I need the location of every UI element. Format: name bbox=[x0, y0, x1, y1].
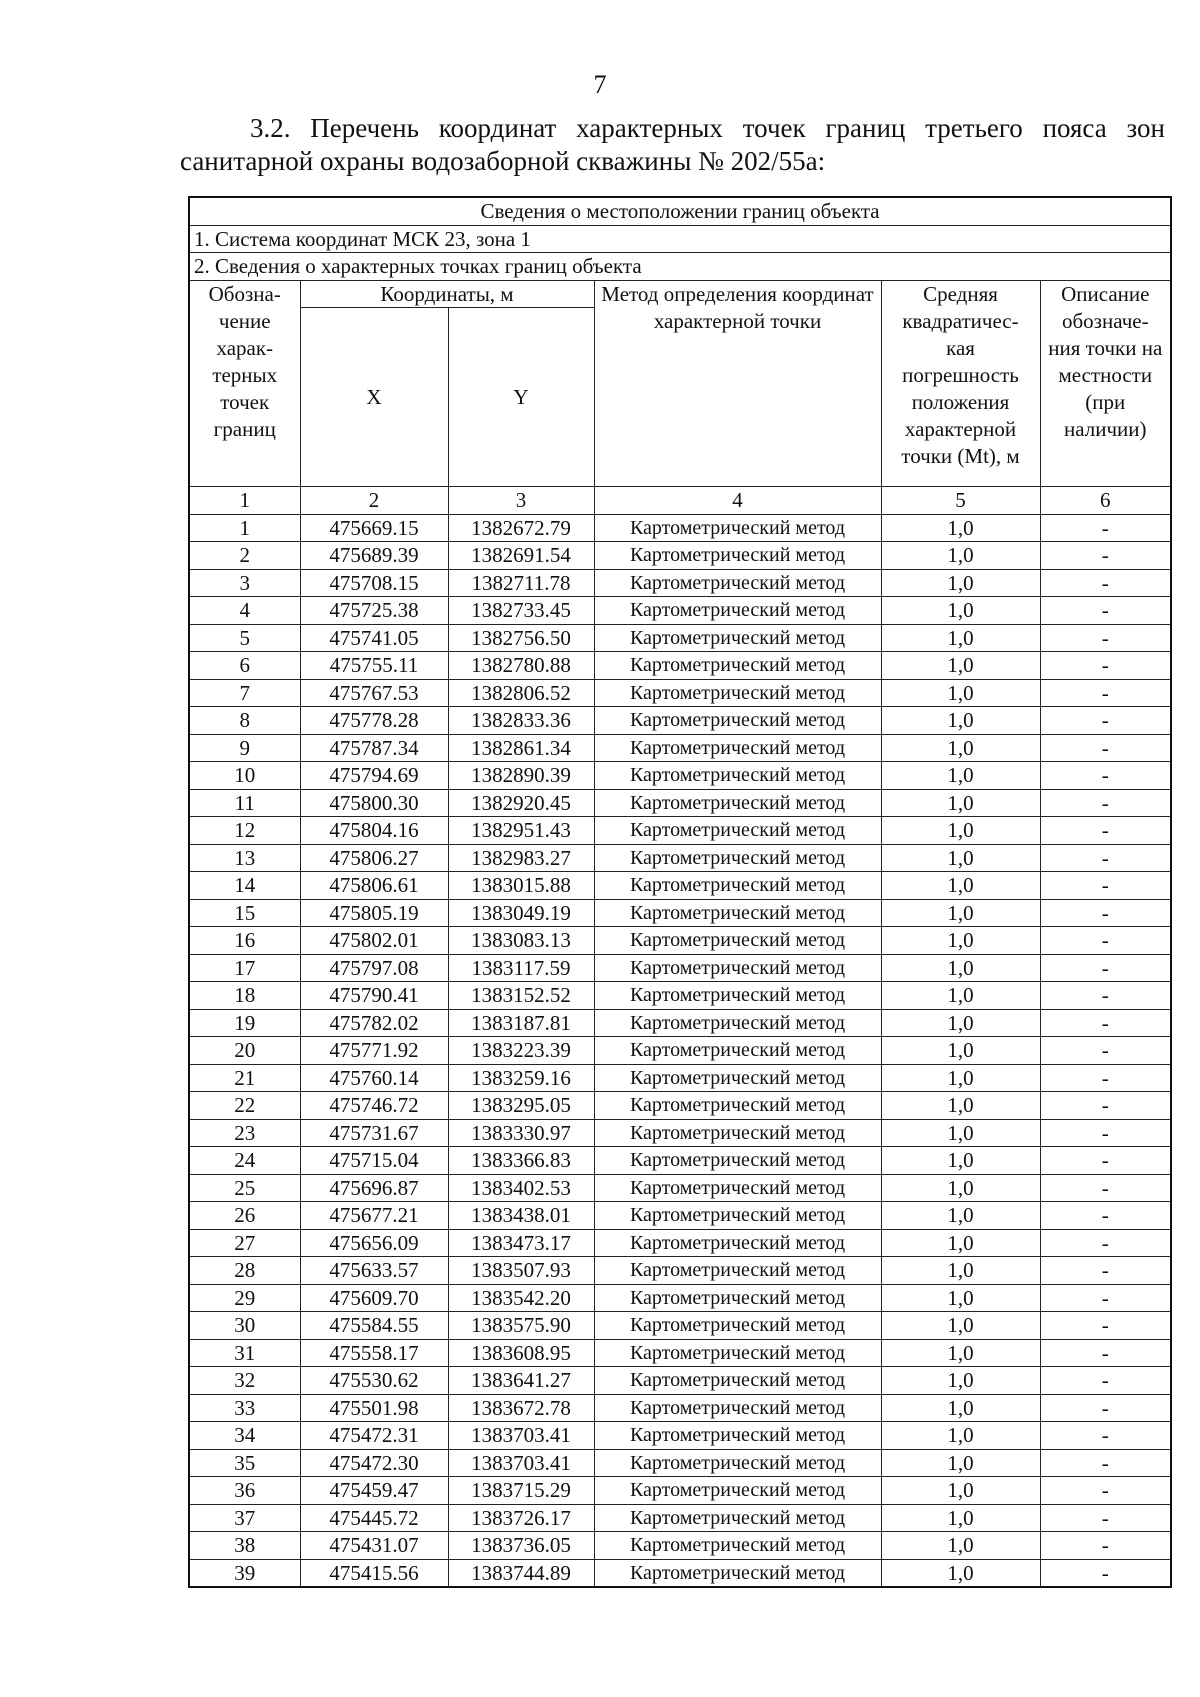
column-numbers-row bbox=[189, 487, 1171, 515]
table-row bbox=[189, 1477, 1171, 1505]
x-coordinate: 475800.30 bbox=[300, 789, 448, 817]
table-row bbox=[189, 1504, 1171, 1532]
y-coordinate: 1382890.39 bbox=[448, 762, 594, 790]
point-number: 39 bbox=[189, 1559, 300, 1587]
point-number: 3 bbox=[189, 569, 300, 597]
method: Картометрический метод bbox=[594, 1339, 881, 1367]
description: - bbox=[1040, 899, 1171, 927]
x-coordinate: 475530.62 bbox=[300, 1367, 448, 1395]
x-coordinate: 475797.08 bbox=[300, 954, 448, 982]
error: 1,0 bbox=[881, 1174, 1040, 1202]
y-coordinate: 1382691.54 bbox=[448, 542, 594, 570]
table-row bbox=[189, 679, 1171, 707]
x-coordinate: 475767.53 bbox=[300, 679, 448, 707]
method: Картометрический метод bbox=[594, 569, 881, 597]
y-coordinate: 1383744.89 bbox=[448, 1559, 594, 1587]
description: - bbox=[1040, 1367, 1171, 1395]
point-number: 28 bbox=[189, 1257, 300, 1285]
point-number: 4 bbox=[189, 597, 300, 625]
x-coordinate: 475746.72 bbox=[300, 1092, 448, 1120]
method: Картометрический метод bbox=[594, 652, 881, 680]
description: - bbox=[1040, 707, 1171, 735]
point-number: 33 bbox=[189, 1394, 300, 1422]
description: - bbox=[1040, 542, 1171, 570]
table-row bbox=[189, 1009, 1171, 1037]
point-number: 5 bbox=[189, 624, 300, 652]
table-row bbox=[189, 1449, 1171, 1477]
table-row bbox=[189, 624, 1171, 652]
description: - bbox=[1040, 1229, 1171, 1257]
header-x: X bbox=[300, 308, 448, 487]
heading-line-1: 3.2. Перечень координат характерных точек границ третьего пояса зон bbox=[250, 113, 1165, 143]
description: - bbox=[1040, 789, 1171, 817]
y-coordinate: 1382780.88 bbox=[448, 652, 594, 680]
error: 1,0 bbox=[881, 652, 1040, 680]
point-number: 38 bbox=[189, 1532, 300, 1560]
y-coordinate: 1382833.36 bbox=[448, 707, 594, 735]
x-coordinate: 475558.17 bbox=[300, 1339, 448, 1367]
error: 1,0 bbox=[881, 1257, 1040, 1285]
point-number: 11 bbox=[189, 789, 300, 817]
table-row bbox=[189, 1394, 1171, 1422]
description: - bbox=[1040, 1257, 1171, 1285]
table-row bbox=[189, 1422, 1171, 1450]
y-coordinate: 1383608.95 bbox=[448, 1339, 594, 1367]
table-row bbox=[189, 542, 1171, 570]
point-number: 1 bbox=[189, 514, 300, 542]
table-row bbox=[189, 707, 1171, 735]
description: - bbox=[1040, 954, 1171, 982]
x-coordinate: 475415.56 bbox=[300, 1559, 448, 1587]
method: Картометрический метод bbox=[594, 1064, 881, 1092]
table-row bbox=[189, 1284, 1171, 1312]
table-row bbox=[189, 1037, 1171, 1065]
error: 1,0 bbox=[881, 1422, 1040, 1450]
table-row bbox=[189, 872, 1171, 900]
column-number: 6 bbox=[1040, 487, 1171, 515]
error: 1,0 bbox=[881, 1339, 1040, 1367]
y-coordinate: 1382983.27 bbox=[448, 844, 594, 872]
y-coordinate: 1383703.41 bbox=[448, 1449, 594, 1477]
method: Картометрический метод bbox=[594, 1367, 881, 1395]
x-coordinate: 475731.67 bbox=[300, 1119, 448, 1147]
description: - bbox=[1040, 1064, 1171, 1092]
table-row bbox=[189, 817, 1171, 845]
header-designation: Обозна- чение харак- терных точек границ bbox=[189, 280, 300, 487]
description: - bbox=[1040, 844, 1171, 872]
x-coordinate: 475725.38 bbox=[300, 597, 448, 625]
error: 1,0 bbox=[881, 1312, 1040, 1340]
x-coordinate: 475787.34 bbox=[300, 734, 448, 762]
coordinates-table bbox=[188, 196, 1172, 1588]
method: Картометрический метод bbox=[594, 1202, 881, 1230]
point-number: 35 bbox=[189, 1449, 300, 1477]
method: Картометрический метод bbox=[594, 1422, 881, 1450]
header-method: Метод определения координат характерной точки bbox=[594, 280, 881, 487]
description: - bbox=[1040, 514, 1171, 542]
column-number: 1 bbox=[189, 487, 300, 515]
x-coordinate: 475472.30 bbox=[300, 1449, 448, 1477]
description: - bbox=[1040, 1092, 1171, 1120]
x-coordinate: 475760.14 bbox=[300, 1064, 448, 1092]
error: 1,0 bbox=[881, 679, 1040, 707]
method: Картометрический метод bbox=[594, 982, 881, 1010]
method: Картометрический метод bbox=[594, 1449, 881, 1477]
table-row bbox=[189, 789, 1171, 817]
x-coordinate: 475708.15 bbox=[300, 569, 448, 597]
point-number: 23 bbox=[189, 1119, 300, 1147]
method: Картометрический метод bbox=[594, 1477, 881, 1505]
point-number: 25 bbox=[189, 1174, 300, 1202]
x-coordinate: 475501.98 bbox=[300, 1394, 448, 1422]
table-row bbox=[189, 1559, 1171, 1587]
x-coordinate: 475689.39 bbox=[300, 542, 448, 570]
coordinate-system: 1. Система координат МСК 23, зона 1 bbox=[189, 225, 1171, 253]
point-number: 20 bbox=[189, 1037, 300, 1065]
error: 1,0 bbox=[881, 954, 1040, 982]
x-coordinate: 475771.92 bbox=[300, 1037, 448, 1065]
y-coordinate: 1383330.97 bbox=[448, 1119, 594, 1147]
point-number: 7 bbox=[189, 679, 300, 707]
x-coordinate: 475584.55 bbox=[300, 1312, 448, 1340]
y-coordinate: 1383152.52 bbox=[448, 982, 594, 1010]
x-coordinate: 475805.19 bbox=[300, 899, 448, 927]
y-coordinate: 1383259.16 bbox=[448, 1064, 594, 1092]
table-row bbox=[189, 1147, 1171, 1175]
point-number: 29 bbox=[189, 1284, 300, 1312]
point-number: 36 bbox=[189, 1477, 300, 1505]
method: Картометрический метод bbox=[594, 872, 881, 900]
description: - bbox=[1040, 872, 1171, 900]
method: Картометрический метод bbox=[594, 1532, 881, 1560]
description: - bbox=[1040, 982, 1171, 1010]
method: Картометрический метод bbox=[594, 1092, 881, 1120]
header-coords: Координаты, м bbox=[300, 280, 594, 308]
description: - bbox=[1040, 1037, 1171, 1065]
error: 1,0 bbox=[881, 1394, 1040, 1422]
x-coordinate: 475431.07 bbox=[300, 1532, 448, 1560]
error: 1,0 bbox=[881, 1367, 1040, 1395]
method: Картометрический метод bbox=[594, 597, 881, 625]
error: 1,0 bbox=[881, 1477, 1040, 1505]
description: - bbox=[1040, 679, 1171, 707]
point-number: 21 bbox=[189, 1064, 300, 1092]
error: 1,0 bbox=[881, 514, 1040, 542]
point-number: 18 bbox=[189, 982, 300, 1010]
description: - bbox=[1040, 927, 1171, 955]
error: 1,0 bbox=[881, 872, 1040, 900]
column-number: 5 bbox=[881, 487, 1040, 515]
point-number: 10 bbox=[189, 762, 300, 790]
description: - bbox=[1040, 817, 1171, 845]
y-coordinate: 1383726.17 bbox=[448, 1504, 594, 1532]
y-coordinate: 1383402.53 bbox=[448, 1174, 594, 1202]
error: 1,0 bbox=[881, 1229, 1040, 1257]
x-coordinate: 475794.69 bbox=[300, 762, 448, 790]
header-error: Средняя квадратичес- кая погрешность положения характерной точки (Mt), м bbox=[881, 280, 1040, 487]
method: Картометрический метод bbox=[594, 762, 881, 790]
table-row bbox=[189, 982, 1171, 1010]
y-coordinate: 1383473.17 bbox=[448, 1229, 594, 1257]
y-coordinate: 1383366.83 bbox=[448, 1147, 594, 1175]
method: Картометрический метод bbox=[594, 1394, 881, 1422]
table-row bbox=[189, 1064, 1171, 1092]
point-number: 17 bbox=[189, 954, 300, 982]
method: Картометрический метод bbox=[594, 707, 881, 735]
point-number: 37 bbox=[189, 1504, 300, 1532]
x-coordinate: 475472.31 bbox=[300, 1422, 448, 1450]
method: Картометрический метод bbox=[594, 1174, 881, 1202]
column-number: 4 bbox=[594, 487, 881, 515]
y-coordinate: 1383641.27 bbox=[448, 1367, 594, 1395]
point-number: 24 bbox=[189, 1147, 300, 1175]
y-coordinate: 1383015.88 bbox=[448, 872, 594, 900]
description: - bbox=[1040, 1339, 1171, 1367]
point-number: 15 bbox=[189, 899, 300, 927]
method: Картометрический метод bbox=[594, 899, 881, 927]
description: - bbox=[1040, 1394, 1171, 1422]
y-coordinate: 1383083.13 bbox=[448, 927, 594, 955]
method: Картометрический метод bbox=[594, 1312, 881, 1340]
y-coordinate: 1383672.78 bbox=[448, 1394, 594, 1422]
description: - bbox=[1040, 1477, 1171, 1505]
x-coordinate: 475715.04 bbox=[300, 1147, 448, 1175]
error: 1,0 bbox=[881, 1147, 1040, 1175]
table-row bbox=[189, 1174, 1171, 1202]
page-number: 7 bbox=[593, 70, 607, 99]
x-coordinate: 475741.05 bbox=[300, 624, 448, 652]
x-coordinate: 475669.15 bbox=[300, 514, 448, 542]
heading-line-2: санитарной охраны водозаборной скважины № 202/55а: bbox=[180, 146, 826, 176]
description: - bbox=[1040, 1449, 1171, 1477]
description: - bbox=[1040, 1312, 1171, 1340]
table-row bbox=[189, 652, 1171, 680]
error: 1,0 bbox=[881, 899, 1040, 927]
error: 1,0 bbox=[881, 844, 1040, 872]
table-row bbox=[189, 762, 1171, 790]
point-number: 31 bbox=[189, 1339, 300, 1367]
point-number: 32 bbox=[189, 1367, 300, 1395]
table-row bbox=[189, 1257, 1171, 1285]
header-y: Y bbox=[448, 308, 594, 487]
points-caption: 2. Сведения о характерных точках границ объекта bbox=[189, 253, 1171, 281]
method: Картометрический метод bbox=[594, 789, 881, 817]
y-coordinate: 1382920.45 bbox=[448, 789, 594, 817]
table-row bbox=[189, 1119, 1171, 1147]
column-number: 3 bbox=[448, 487, 594, 515]
x-coordinate: 475782.02 bbox=[300, 1009, 448, 1037]
description: - bbox=[1040, 1559, 1171, 1587]
method: Картометрический метод bbox=[594, 1284, 881, 1312]
description: - bbox=[1040, 1174, 1171, 1202]
y-coordinate: 1383049.19 bbox=[448, 899, 594, 927]
point-number: 12 bbox=[189, 817, 300, 845]
description: - bbox=[1040, 652, 1171, 680]
method: Картометрический метод bbox=[594, 542, 881, 570]
y-coordinate: 1382733.45 bbox=[448, 597, 594, 625]
y-coordinate: 1383542.20 bbox=[448, 1284, 594, 1312]
x-coordinate: 475656.09 bbox=[300, 1229, 448, 1257]
table-row bbox=[189, 1092, 1171, 1120]
method: Картометрический метод bbox=[594, 734, 881, 762]
method: Картометрический метод bbox=[594, 954, 881, 982]
table-row bbox=[189, 1312, 1171, 1340]
table-title: Сведения о местоположении границ объекта bbox=[189, 197, 1171, 225]
header-description: Описание обозначе- ния точки на местности (при наличии) bbox=[1040, 280, 1171, 487]
description: - bbox=[1040, 1147, 1171, 1175]
point-number: 13 bbox=[189, 844, 300, 872]
x-coordinate: 475696.87 bbox=[300, 1174, 448, 1202]
error: 1,0 bbox=[881, 1449, 1040, 1477]
table-row bbox=[189, 514, 1171, 542]
y-coordinate: 1383223.39 bbox=[448, 1037, 594, 1065]
table-row bbox=[189, 954, 1171, 982]
x-coordinate: 475802.01 bbox=[300, 927, 448, 955]
y-coordinate: 1383736.05 bbox=[448, 1532, 594, 1560]
table-row bbox=[189, 1229, 1171, 1257]
column-number: 2 bbox=[300, 487, 448, 515]
y-coordinate: 1382672.79 bbox=[448, 514, 594, 542]
point-number: 9 bbox=[189, 734, 300, 762]
error: 1,0 bbox=[881, 597, 1040, 625]
method: Картометрический метод bbox=[594, 1504, 881, 1532]
description: - bbox=[1040, 1202, 1171, 1230]
error: 1,0 bbox=[881, 734, 1040, 762]
point-number: 22 bbox=[189, 1092, 300, 1120]
y-coordinate: 1383575.90 bbox=[448, 1312, 594, 1340]
description: - bbox=[1040, 1009, 1171, 1037]
x-coordinate: 475609.70 bbox=[300, 1284, 448, 1312]
method: Картометрический метод bbox=[594, 624, 881, 652]
x-coordinate: 475806.27 bbox=[300, 844, 448, 872]
table-row bbox=[189, 899, 1171, 927]
method: Картометрический метод bbox=[594, 1229, 881, 1257]
error: 1,0 bbox=[881, 1037, 1040, 1065]
table-row bbox=[189, 597, 1171, 625]
point-number: 27 bbox=[189, 1229, 300, 1257]
error: 1,0 bbox=[881, 1504, 1040, 1532]
x-coordinate: 475677.21 bbox=[300, 1202, 448, 1230]
error: 1,0 bbox=[881, 817, 1040, 845]
description: - bbox=[1040, 1284, 1171, 1312]
y-coordinate: 1382711.78 bbox=[448, 569, 594, 597]
description: - bbox=[1040, 1119, 1171, 1147]
error: 1,0 bbox=[881, 1532, 1040, 1560]
y-coordinate: 1383438.01 bbox=[448, 1202, 594, 1230]
error: 1,0 bbox=[881, 789, 1040, 817]
table-row bbox=[189, 1339, 1171, 1367]
section-heading bbox=[180, 112, 1165, 178]
description: - bbox=[1040, 762, 1171, 790]
error: 1,0 bbox=[881, 1092, 1040, 1120]
table-row bbox=[189, 1367, 1171, 1395]
description: - bbox=[1040, 624, 1171, 652]
method: Картометрический метод bbox=[594, 679, 881, 707]
point-number: 30 bbox=[189, 1312, 300, 1340]
table-row bbox=[189, 1532, 1171, 1560]
x-coordinate: 475778.28 bbox=[300, 707, 448, 735]
y-coordinate: 1383117.59 bbox=[448, 954, 594, 982]
point-number: 6 bbox=[189, 652, 300, 680]
error: 1,0 bbox=[881, 982, 1040, 1010]
error: 1,0 bbox=[881, 1119, 1040, 1147]
error: 1,0 bbox=[881, 624, 1040, 652]
y-coordinate: 1383715.29 bbox=[448, 1477, 594, 1505]
table-row bbox=[189, 844, 1171, 872]
y-coordinate: 1382861.34 bbox=[448, 734, 594, 762]
method: Картометрический метод bbox=[594, 1009, 881, 1037]
point-number: 19 bbox=[189, 1009, 300, 1037]
method: Картометрический метод bbox=[594, 817, 881, 845]
table-row bbox=[189, 734, 1171, 762]
method: Картометрический метод bbox=[594, 514, 881, 542]
method: Картометрический метод bbox=[594, 1257, 881, 1285]
table-row bbox=[189, 569, 1171, 597]
method: Картометрический метод bbox=[594, 1119, 881, 1147]
description: - bbox=[1040, 597, 1171, 625]
point-number: 26 bbox=[189, 1202, 300, 1230]
method: Картометрический метод bbox=[594, 1037, 881, 1065]
y-coordinate: 1383507.93 bbox=[448, 1257, 594, 1285]
error: 1,0 bbox=[881, 927, 1040, 955]
point-number: 2 bbox=[189, 542, 300, 570]
table-row bbox=[189, 1202, 1171, 1230]
error: 1,0 bbox=[881, 569, 1040, 597]
description: - bbox=[1040, 569, 1171, 597]
point-number: 16 bbox=[189, 927, 300, 955]
x-coordinate: 475445.72 bbox=[300, 1504, 448, 1532]
point-number: 8 bbox=[189, 707, 300, 735]
method: Картометрический метод bbox=[594, 844, 881, 872]
y-coordinate: 1382951.43 bbox=[448, 817, 594, 845]
error: 1,0 bbox=[881, 1559, 1040, 1587]
point-number: 14 bbox=[189, 872, 300, 900]
method: Картометрический метод bbox=[594, 1559, 881, 1587]
error: 1,0 bbox=[881, 542, 1040, 570]
description: - bbox=[1040, 1532, 1171, 1560]
error: 1,0 bbox=[881, 1064, 1040, 1092]
y-coordinate: 1383703.41 bbox=[448, 1422, 594, 1450]
y-coordinate: 1382806.52 bbox=[448, 679, 594, 707]
description: - bbox=[1040, 734, 1171, 762]
x-coordinate: 475459.47 bbox=[300, 1477, 448, 1505]
error: 1,0 bbox=[881, 707, 1040, 735]
y-coordinate: 1383187.81 bbox=[448, 1009, 594, 1037]
x-coordinate: 475806.61 bbox=[300, 872, 448, 900]
x-coordinate: 475790.41 bbox=[300, 982, 448, 1010]
error: 1,0 bbox=[881, 1009, 1040, 1037]
error: 1,0 bbox=[881, 1202, 1040, 1230]
method: Картометрический метод bbox=[594, 1147, 881, 1175]
method: Картометрический метод bbox=[594, 927, 881, 955]
y-coordinate: 1382756.50 bbox=[448, 624, 594, 652]
error: 1,0 bbox=[881, 1284, 1040, 1312]
table-row bbox=[189, 927, 1171, 955]
y-coordinate: 1383295.05 bbox=[448, 1092, 594, 1120]
x-coordinate: 475804.16 bbox=[300, 817, 448, 845]
x-coordinate: 475755.11 bbox=[300, 652, 448, 680]
error: 1,0 bbox=[881, 762, 1040, 790]
point-number: 34 bbox=[189, 1422, 300, 1450]
description: - bbox=[1040, 1422, 1171, 1450]
x-coordinate: 475633.57 bbox=[300, 1257, 448, 1285]
description: - bbox=[1040, 1504, 1171, 1532]
